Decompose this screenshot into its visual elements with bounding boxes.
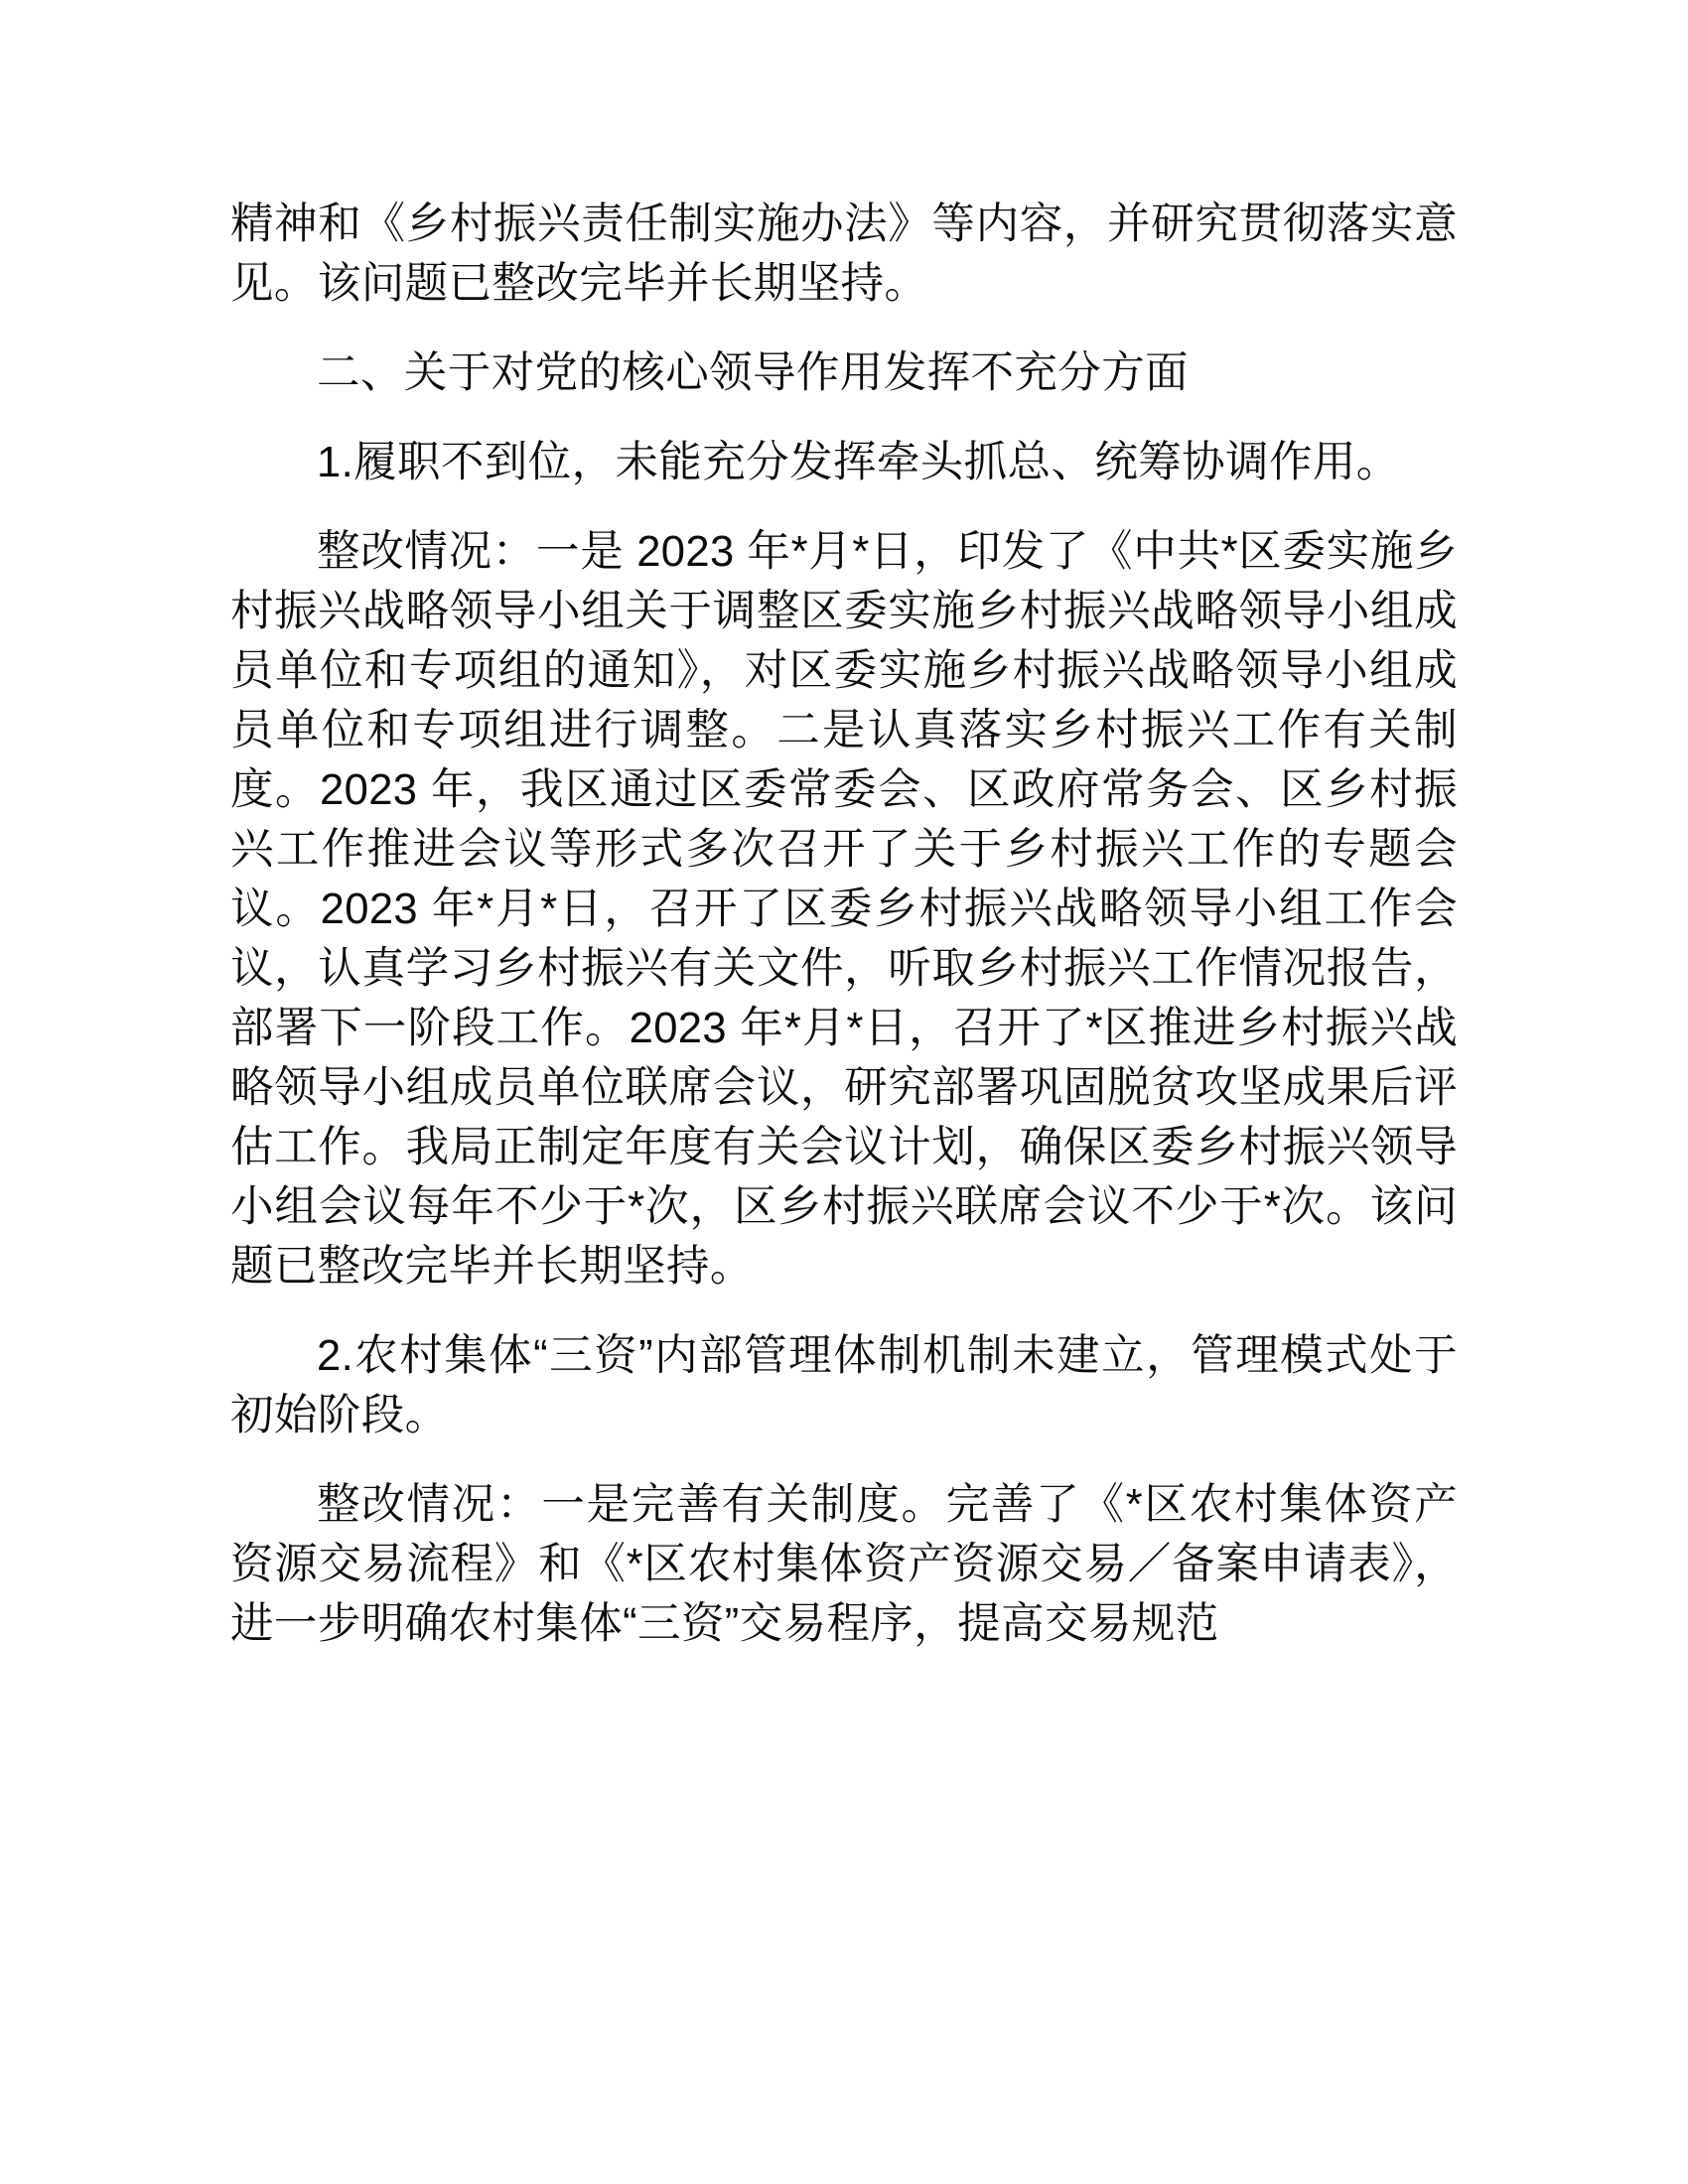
rectification-detail-2: 整改情况：一是完善有关制度。完善了《*区农村集体资产资源交易流程》和《*区农村集体资产资源交易／备案申请表》，进一步明确农村集体“三资”交易程序，提高交易规范 bbox=[230, 1481, 1458, 1649]
issue-item-2: 2.农村集体“三资”内部管理体制机制未建立，管理模式处于初始阶段。 bbox=[230, 1332, 1458, 1440]
rectification-detail-1: 整改情况：一是 2023 年*月*日，印发了《中共*区委实施乡村振兴战略领导小组关于调整区委实施乡村振兴战略领导小组成员单位和专项组的通知》，对区委实施乡村振兴战略领导小组成员单位和专项组进行调整。二是认真落实乡村振兴工作有关制度。2023 年，我区通过区委常委会、区政府常务会、区乡村振兴工作推进会议等形式多次召开了关于乡村振兴工作的专题会议。2023 年*月*日，召开了区委乡村振兴战略领导小组工作会议，认真学习乡村振兴有关文件，听取乡村振兴工作情况报告，部署下一阶段工作。2023 年*月*日，召开了*区推进乡村振兴战略领导小组成员单位联席会议，研究部署巩固脱贫攻坚成果后评估工作。我局正制定年度有关会议计划，确保区委乡村振兴领导小组会议每年不少于*次，区乡村振兴联席会议不少于*次。该问题已整改完毕并长期坚持。 bbox=[230, 528, 1458, 1292]
issue-item-1: 1.履职不到位，未能充分发挥牵头抓总、统筹协调作用。 bbox=[317, 439, 1400, 487]
paragraph-continuation: 精神和《乡村振兴责任制实施办法》等内容，并研究贯彻落实意见。该问题已整改完毕并长期坚持。 bbox=[230, 201, 1458, 309]
document-body bbox=[230, 195, 1458, 1654]
section-heading-two: 二、关于对党的核心领导作用发挥不充分方面 bbox=[317, 349, 1189, 398]
